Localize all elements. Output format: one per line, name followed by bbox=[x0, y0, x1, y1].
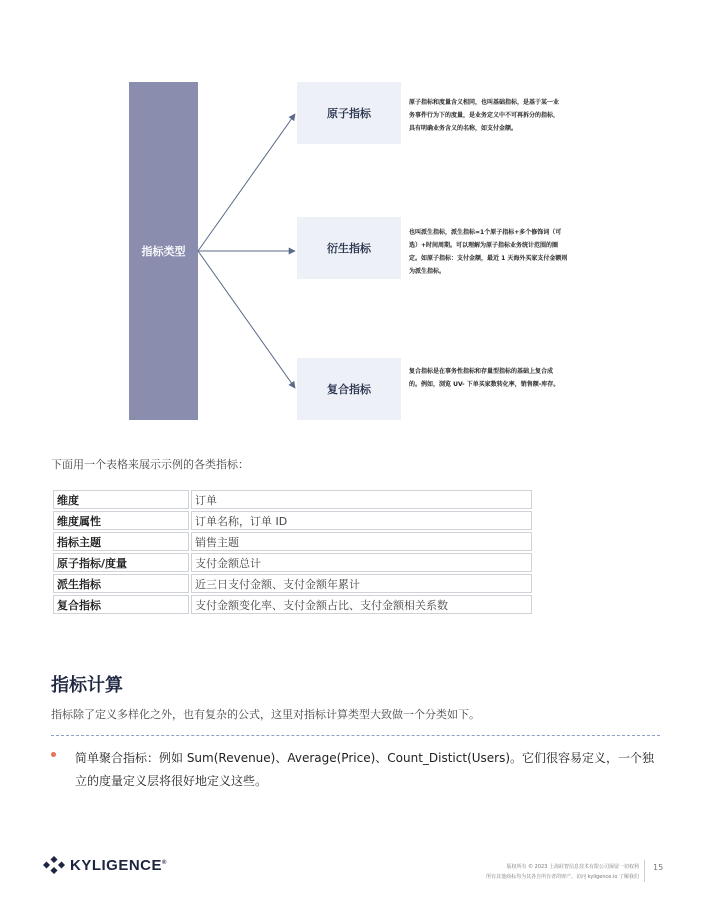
desc-line: 也叫派生指标，派生指标=1个原子指标+多个修饰词（可 bbox=[409, 229, 562, 236]
section-paragraph: 指标除了定义多样化之外，也有复杂的公式，这里对指标计算类型大致做一个分类如下。 bbox=[51, 708, 480, 721]
desc-atomic-metric bbox=[409, 96, 584, 135]
table-key-cell: 复合指标 bbox=[53, 595, 189, 614]
desc-line: 务事件行为下的度量，是业务定义中不可再拆分的指标， bbox=[409, 112, 560, 119]
node-derived-metric bbox=[297, 217, 401, 279]
copyright-line: 版权所有 © 2023 上海跬智信息技术有限公司保留一切权利 bbox=[506, 864, 639, 870]
desc-line: 具有明确业务含义的名称，如支付金额。 bbox=[409, 125, 518, 132]
table-key-cell: 原子指标/度量 bbox=[53, 553, 189, 572]
node-atomic-label: 原子指标 bbox=[327, 107, 371, 120]
table-value-cell: 支付金额变化率、支付金额占比、支付金额相关系数 bbox=[191, 595, 532, 614]
desc-line: 复合指标是在事务性指标和存量型指标的基础上复合成 bbox=[409, 368, 554, 375]
table-row bbox=[53, 553, 532, 572]
table-key-cell: 派生指标 bbox=[53, 574, 189, 593]
table-row bbox=[53, 490, 532, 509]
node-derived-label: 衍生指标 bbox=[327, 242, 371, 255]
table-value-cell: 订单 bbox=[191, 490, 532, 509]
table-key-cell: 维度属性 bbox=[53, 511, 189, 530]
desc-line: 原子指标和度量含义相同，也叫基础指标，是基于某一业 bbox=[409, 99, 560, 106]
dashed-divider bbox=[51, 735, 660, 736]
table-row bbox=[53, 574, 532, 593]
kyligence-mark-icon bbox=[43, 856, 65, 874]
desc-line: 为派生指标。 bbox=[409, 268, 446, 275]
desc-composite-metric bbox=[409, 365, 584, 391]
table-key-cell: 指标主题 bbox=[53, 532, 189, 551]
metrics-table bbox=[51, 488, 534, 616]
table-value-cell: 销售主题 bbox=[191, 532, 532, 551]
table-value-cell: 支付金额总计 bbox=[191, 553, 532, 572]
footer-separator bbox=[644, 860, 645, 882]
desc-derived-metric bbox=[409, 226, 584, 278]
node-composite-metric bbox=[297, 358, 401, 420]
copyright-line: 所有其他商标均为其各自所有者的财产。访问 kyligence.io 了解我们 bbox=[486, 874, 639, 880]
diagram-root-label: 指标类型 bbox=[141, 245, 186, 258]
table-key-cell: 维度 bbox=[53, 490, 189, 509]
brand-name: KYLIGENCE® bbox=[70, 856, 167, 874]
kyligence-logo bbox=[43, 856, 167, 874]
desc-line: 选）+时间周期。可以理解为原子指标业务统计范围的圈 bbox=[409, 242, 559, 249]
arrow-to-atomic bbox=[198, 114, 295, 251]
section-heading: 指标计算 bbox=[51, 675, 123, 696]
table-row bbox=[53, 595, 532, 614]
table-value-cell: 近三日支付金额、支付金额年累计 bbox=[191, 574, 532, 593]
bullet-item: 简单聚合指标：例如 Sum(Revenue)、Average(Price)、Count_Distict(Users)。它们很容易定义，一个独立的度量定义层将很好地定义这些。 bbox=[75, 751, 655, 788]
desc-line: 定。如原子指标：支付金额，最近 1 天海外买家支付金额则 bbox=[409, 255, 568, 262]
table-row bbox=[53, 532, 532, 551]
table-row bbox=[53, 511, 532, 530]
node-atomic-metric bbox=[297, 82, 401, 144]
table-intro: 下面用一个表格来展示示例的各类指标： bbox=[51, 458, 249, 471]
arrow-to-composite bbox=[198, 251, 295, 388]
bullet-icon bbox=[51, 752, 56, 757]
node-composite-label: 复合指标 bbox=[327, 383, 371, 396]
footer-copyright bbox=[486, 862, 639, 882]
desc-line: 的。例如，浏览 UV- 下单买家数转化率，销售额-库存。 bbox=[409, 381, 560, 388]
page-number: 15 bbox=[653, 863, 664, 872]
table-value-cell: 订单名称，订单 ID bbox=[191, 511, 532, 530]
